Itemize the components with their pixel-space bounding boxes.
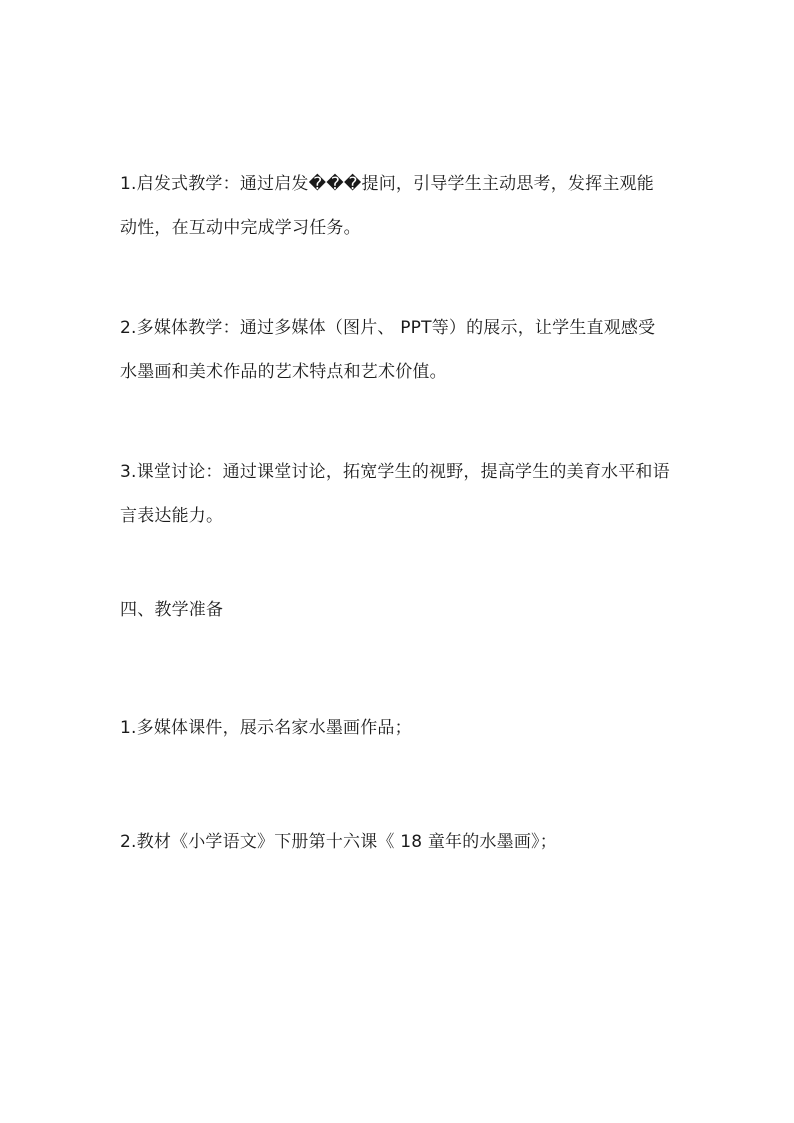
method-item-multimedia: 2.多媒体教学：通过多媒体（图片、 PPT等）的展示，让学生直观感受水墨画和美术作品的艺术特点和艺术价值。 [120,318,656,382]
method-item-discussion: 3.课堂讨论：通过课堂讨论，拓宽学生的视野，提高学生的美育水平和语言表达能力。 [120,462,670,526]
section-heading-preparation: 四、教学准备 [120,600,224,620]
preparation-item-courseware: 1.多媒体课件，展示名家水墨画作品； [120,718,412,738]
method-item-heuristic: 1.启发式教学：通过启发���提问，引导学生主动思考，发挥主观能动性，在互动中完成学习任务。 [120,174,654,238]
preparation-item-textbook: 2.教材《小学语文》下册第十六课《 18 童年的水墨画》； [120,832,557,852]
